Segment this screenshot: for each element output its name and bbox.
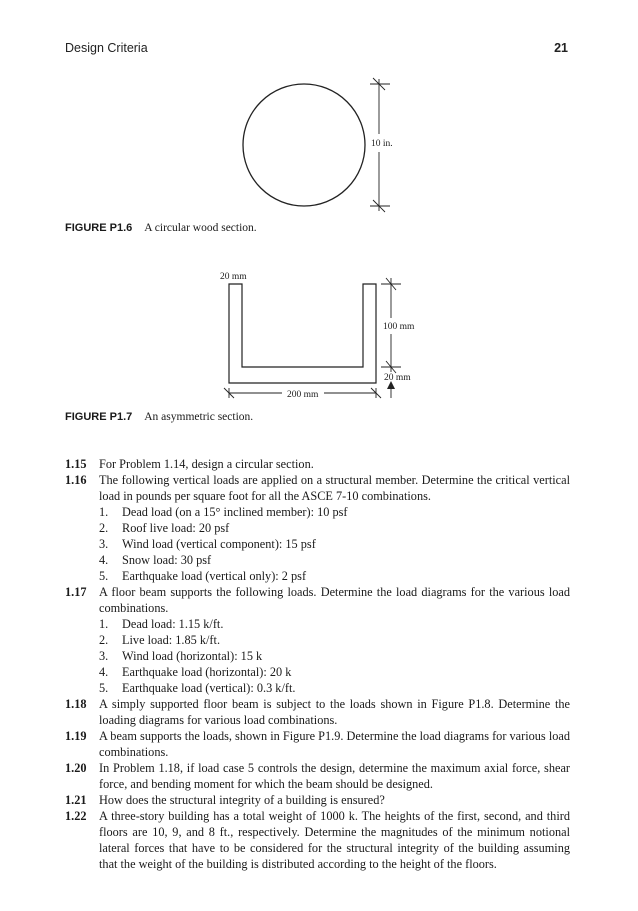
problem-text: A simply supported floor beam is subject to the loads shown in Figure P1.8. Determine the loading diagrams for various load combinations. [99,697,570,727]
problem-1-22 [65,808,570,872]
base-thickness-label: 20 mm [384,373,411,383]
list-item: 2. Live load: 1.85 k/ft. [99,633,221,647]
problem-number: 1.19 [65,729,87,743]
diameter-label: 10 in. [371,139,393,149]
dimension-lines [224,278,401,398]
figure-p1-6-caption [65,222,257,234]
problem-number: 1.18 [65,697,87,711]
problem-text: A beam supports the loads, shown in Figure P1.9. Determine the load diagrams for various load combinations. [99,729,570,759]
figure-p1-7-caption [65,411,253,423]
running-header-title: Design Criteria [65,41,148,55]
caption-label: FIGURE P1.7 [65,411,133,423]
problem-number: 1.22 [65,809,87,823]
list-item: 5. Earthquake load (vertical): 0.3 k/ft. [99,681,296,695]
list-item: 4. Snow load: 30 psf [99,553,212,567]
load-list [99,616,570,696]
list-item: 4. Earthquake load (horizontal): 20 k [99,665,292,679]
problem-number: 1.16 [65,473,87,487]
problem-number: 1.20 [65,761,87,775]
figure-p1-7-drawing [0,262,638,407]
problem-text: In Problem 1.18, if load case 5 controls the design, determine the maximum axial force, shear force, and bending moment for which the beam should be designed. [99,761,570,791]
caption-text: A circular wood section. [144,222,257,234]
problem-number: 1.15 [65,457,87,471]
list-item: 3. Wind load (horizontal): 15 k [99,649,263,663]
figure-p1-6-drawing [0,70,638,220]
problem-list [65,456,570,872]
problem-1-17 [65,584,570,696]
problem-1-19 [65,728,570,760]
flange-thickness-label: 20 mm [220,272,247,282]
width-label: 200 mm [287,390,319,400]
problem-text: The following vertical loads are applied on a structural member. Determine the critical vertical load in pounds per square foot for all the ASCE 7-10 combinations. [99,473,570,503]
list-item: 3. Wind load (vertical component): 15 psf [99,537,316,551]
problem-number: 1.21 [65,793,87,807]
load-list [99,504,570,584]
problem-1-15 [65,456,570,472]
page-number: 21 [554,41,568,55]
problem-1-21 [65,792,570,808]
problem-1-20 [65,760,570,792]
problem-text: A floor beam supports the following loads. Determine the load diagrams for the various load combinations. [99,585,570,615]
problem-1-16 [65,472,570,584]
list-item: 5. Earthquake load (vertical only): 2 psf [99,569,307,583]
list-item: 1. Dead load: 1.15 k/ft. [99,617,224,631]
problem-number: 1.17 [65,585,87,599]
problem-text: For Problem 1.14, design a circular section. [99,457,314,471]
problem-1-18 [65,696,570,728]
caption-text: An asymmetric section. [144,411,254,423]
problem-text: How does the structural integrity of a building is ensured? [99,793,385,807]
problem-text: A three-story building has a total weight of 1000 k. The heights of the first, second, and third floors are 10, 9, and 8 ft., respectively. Determine the magnitudes of the minimum notional lateral forces that have to be considered for the structural integrity of the building assuming that the weight of the building is distributed according to the height of the floors. [99,809,570,871]
channel-section [229,284,376,383]
circular-section [243,84,365,206]
list-item: 2. Roof live load: 20 psf [99,521,230,535]
caption-label: FIGURE P1.6 [65,222,133,234]
list-item: 1. Dead load (on a 15° inclined member): 10 psf [99,505,348,519]
height-label: 100 mm [383,322,415,332]
